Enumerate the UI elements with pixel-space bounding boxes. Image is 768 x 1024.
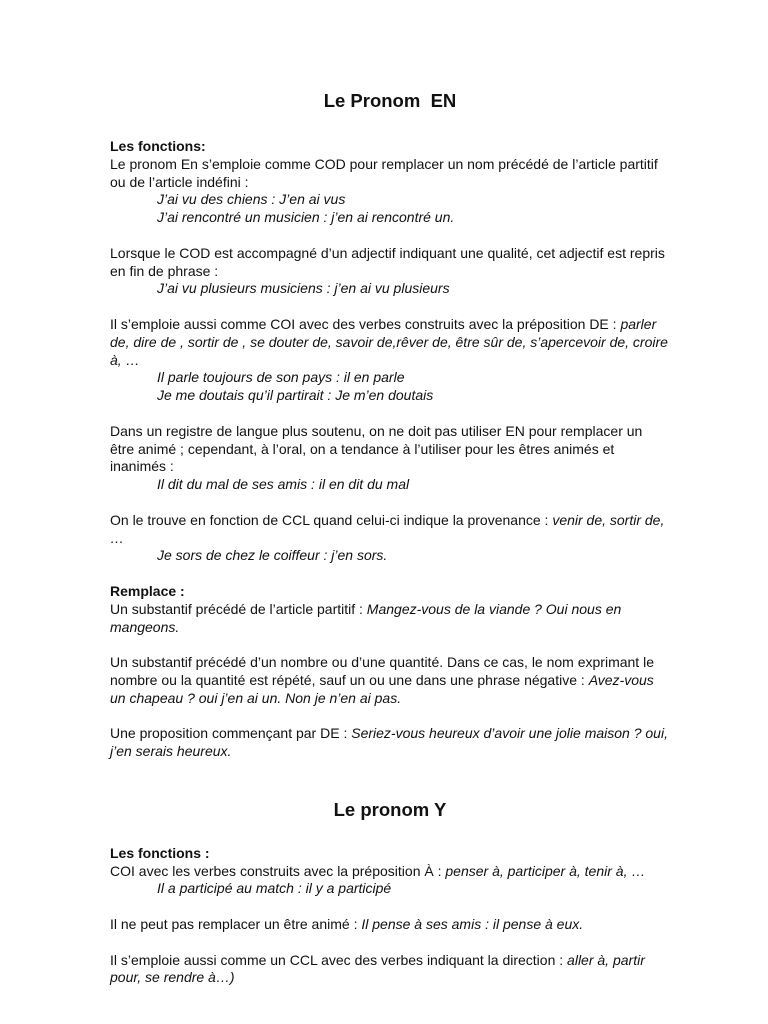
paragraph-y-ccl bbox=[110, 952, 670, 988]
paragraph-y-anime bbox=[110, 916, 670, 934]
label-les-fonctions: Les fonctions: bbox=[110, 138, 206, 154]
label-remplace: Remplace : bbox=[110, 582, 185, 599]
example-line: J’ai vu des chiens : J’en ai vus bbox=[157, 191, 346, 208]
text-adjectif: Lorsque le COD est accompagné d’un adjectif indiquant une qualité, cet adjectif est repris en fin de phrase : bbox=[110, 244, 665, 279]
text-registre: Dans un registre de langue plus soutenu, on ne doit pas utiliser EN pour remplacer un être animé ; cependant, à l’oral, on a tendance à l’utiliser pour les êtres animés et inanimés : bbox=[110, 422, 643, 475]
text-proposition-example: Seriez-vous heureux d’avoir une jolie maison ? oui, j’en serais heureux. bbox=[110, 725, 668, 760]
example-line: Je sors de chez le coiffeur : j’en sors. bbox=[157, 547, 388, 564]
text-nombre: Un substantif précédé d’un nombre ou d’une quantité. Dans ce cas, le nom exprimant le nombre ou la quantité est répété, sauf un ou une dans une phrase négative : bbox=[110, 654, 654, 688]
text-y-ccl: Il s’emploie aussi comme un CCL avec des verbes indiquant la direction : bbox=[110, 951, 568, 968]
example-line: J’ai rencontré un musicien : j’en ai rencontré un. bbox=[157, 209, 455, 226]
paragraph-remplace-proposition bbox=[110, 725, 670, 761]
text-coi-verbs: parler de, dire de , sortir de , se douter de, savoir de,rêver de, être sûr de, s’apercevoir de, croire à, … bbox=[110, 315, 668, 368]
text-y-coi-verbs: penser à, participer à, tenir à, … bbox=[445, 862, 646, 879]
text-y-coi: COI avec les verbes construits avec la préposition À : bbox=[110, 862, 446, 879]
text-partitif: Un substantif précédé de l’article partitif : bbox=[110, 600, 367, 617]
text-y-anime: Il ne peut pas remplacer un être animé : bbox=[110, 916, 362, 933]
text-partitif-example: Mangez-vous de la viande ? Oui nous en mangeons. bbox=[110, 600, 622, 635]
text-ccl: On le trouve en fonction de CCL quand celui-ci indique la provenance : bbox=[110, 511, 553, 528]
text-coi: Il s’emploie aussi comme COI avec des verbes construits avec la préposition DE : bbox=[110, 315, 621, 332]
title-pronom-y: Le pronom Y bbox=[333, 798, 447, 820]
text-cod: Le pronom En s’emploie comme COD pour remplacer un nom précédé de l’article partitif ou de l’article indéfini : bbox=[110, 155, 658, 190]
title-pronom-en: Le Pronom EN bbox=[323, 90, 457, 111]
example-line: Il parle toujours de son pays : il en parle bbox=[157, 369, 405, 386]
paragraph-remplace-nombre bbox=[110, 654, 670, 707]
example-line: Je me doutais qu’il partirait : Je m’en doutais bbox=[157, 387, 434, 404]
paragraph-registre bbox=[110, 423, 670, 494]
example-line: Il a participé au match : il y a participé bbox=[157, 880, 392, 897]
example-line: J’ai vu plusieurs musiciens : j’en ai vu plusieurs bbox=[157, 280, 450, 297]
paragraph-ccl bbox=[110, 512, 670, 565]
paragraph-adjectif bbox=[110, 245, 670, 298]
text-y-anime-example: Il pense à ses amis : il pense à eux. bbox=[361, 916, 584, 933]
text-y-ccl-verbs: aller à, partir pour, se rendre à…) bbox=[110, 951, 645, 986]
example-line: Il dit du mal de ses amis : il en dit du mal bbox=[157, 476, 410, 493]
text-ccl-verbs: venir de, sortir de, … bbox=[110, 511, 665, 546]
text-nombre-example: Avez-vous un chapeau ? oui j’en ai un. Non je n’en ai pas. bbox=[110, 671, 654, 706]
paragraph-fonctions-cod bbox=[110, 138, 670, 227]
label-les-fonctions-y: Les fonctions : bbox=[110, 844, 210, 861]
document-page bbox=[110, 84, 670, 987]
text-proposition: Une proposition commençant par DE : bbox=[110, 725, 352, 742]
paragraph-coi bbox=[110, 316, 670, 405]
paragraph-remplace-partitif bbox=[110, 583, 670, 636]
paragraph-y-coi bbox=[110, 845, 670, 898]
